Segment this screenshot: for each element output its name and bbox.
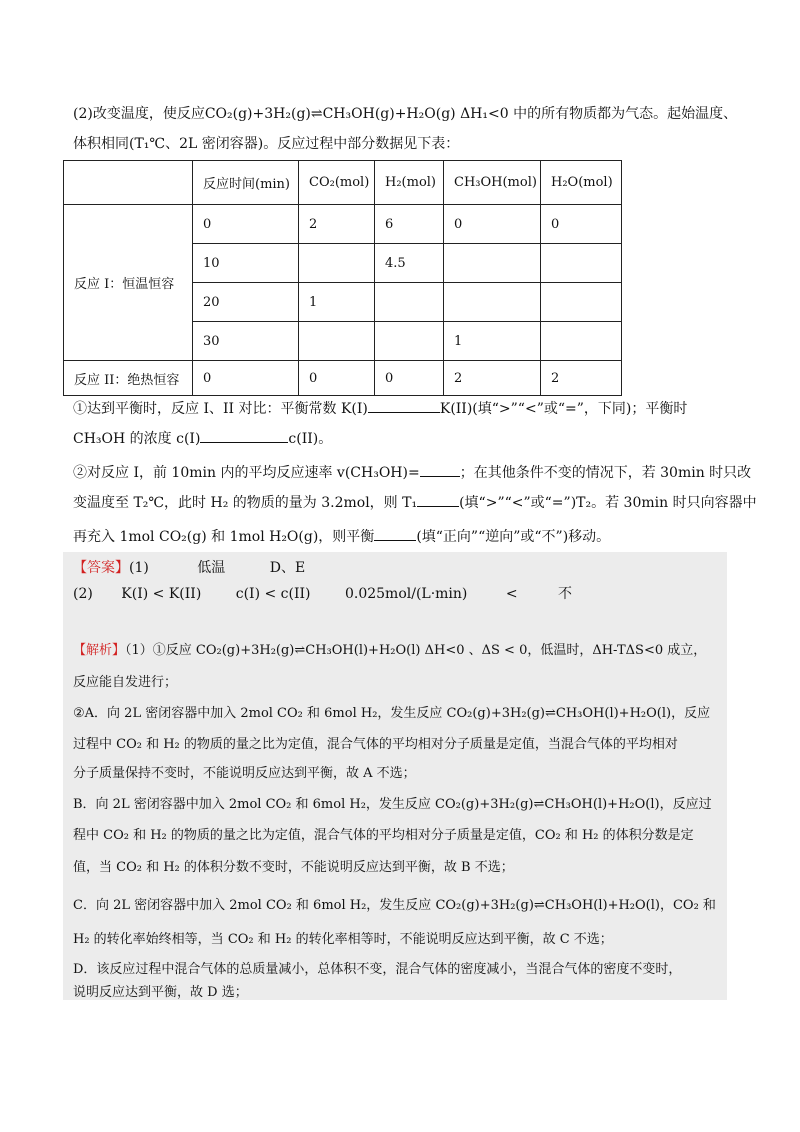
- intro-line-1: (2)改变温度，使反应CO₂(g)+3H₂(g)⇌CH₃OH(g)+H₂O(g) ΔH₁<0 中的所有物质都为气态。起始温度、: [73, 106, 738, 122]
- table-cell: [444, 283, 541, 322]
- text: K(I) < K(II): [121, 586, 202, 602]
- analysis-line-11: D．该反应过程中混合气体的总质量减小，总体积不变，混合气体的密度减小，当混合气体的密度不变时，: [73, 962, 682, 977]
- answer-blank[interactable]: [368, 398, 440, 413]
- text: c(II)。: [288, 431, 333, 447]
- table-cell: 0: [444, 205, 541, 244]
- table-header-row: [64, 161, 622, 205]
- analysis-line-6: B．向 2L 密闭容器中加入 2mol CO₂ 和 6mol H₂，发生反应 CO₂(g)+3H₂(g)⇌CH₃OH(l)+H₂O(l)，反应过: [73, 797, 712, 812]
- table-cell: 1: [444, 322, 541, 361]
- analysis-line-10: H₂ 的转化率始终相等，当 CO₂ 和 H₂ 的转化率相等时，不能说明反应达到平衡，故 C 不选；: [73, 932, 613, 947]
- group-label-reaction-2: 反应 II：绝热恒容: [64, 361, 193, 396]
- group-label-reaction-1: 反应 I：恒温恒容: [64, 205, 193, 361]
- text: (2): [73, 586, 93, 602]
- analysis-line-12: 说明反应达到平衡，故 D 选；: [73, 985, 248, 1000]
- text: 再充入 1mol CO₂(g) 和 1mol H₂O(g)，则平衡: [73, 529, 375, 545]
- text: CH₃OH 的浓度 c(I): [73, 431, 201, 447]
- analysis-line-1: [73, 641, 733, 661]
- table-cell: 2: [541, 361, 622, 396]
- header-cell: [64, 161, 193, 205]
- answer-line-2: [73, 584, 733, 604]
- table-cell: 30: [193, 322, 299, 361]
- question-1-line-1: [73, 398, 733, 419]
- intro-line-2: 体积相同(T₁℃、2L 密闭容器)。反应过程中部分数据见下表：: [73, 136, 460, 152]
- text: 0.025mol/(L·min): [344, 586, 468, 602]
- table-cell: [375, 322, 444, 361]
- analysis-line-3: ②A．向 2L 密闭容器中加入 2mol CO₂ 和 6mol H₂，发生反应 CO₂(g)+3H₂(g)⇌CH₃OH(l)+H₂O(l)，反应: [73, 706, 711, 721]
- table-cell: 0: [193, 361, 299, 396]
- text: ①达到平衡时，反应 I、II 对比：平衡常数 K(I): [73, 401, 368, 417]
- header-cell: H₂O(mol): [541, 161, 622, 205]
- analysis-line-7: 程中 CO₂ 和 H₂ 的物质的量之比为定值，混合气体的平均相对分子质量是定值，CO₂ 和 H₂ 的体积分数是定: [73, 828, 694, 843]
- analysis-line-8: 值，当 CO₂ 和 H₂ 的体积分数不变时，不能说明反应达到平衡，故 B 不选；: [73, 860, 514, 875]
- analysis-line-5: 分子质量保持不变时，不能说明反应达到平衡，故 A 不选；: [73, 766, 416, 781]
- text: 变温度至 T₂℃，此时 H₂ 的物质的量为 3.2mol，则 T₁: [73, 495, 418, 511]
- table-cell: 20: [193, 283, 299, 322]
- analysis-line-2: 反应能自发进行；: [73, 675, 178, 690]
- text: (1): [129, 560, 149, 576]
- text: 低温: [197, 560, 226, 576]
- table-cell: 0: [375, 361, 444, 396]
- table-cell: [375, 283, 444, 322]
- table-cell: [541, 244, 622, 283]
- reaction-data-table: [63, 160, 622, 396]
- header-cell: CH₃OH(mol): [444, 161, 541, 205]
- header-cell: 反应时间(min): [193, 161, 299, 205]
- table-cell: 0: [193, 205, 299, 244]
- text: ；在其他条件不变的情况下，若 30min 时只改: [459, 465, 752, 481]
- text: c(I) < c(II): [235, 586, 311, 602]
- analysis-line-4: 过程中 CO₂ 和 H₂ 的物质的量之比为定值，混合气体的平均相对分子质量是定值，当混合气体的平均相对: [73, 737, 678, 752]
- answer-blank[interactable]: [420, 462, 460, 477]
- answer-blank[interactable]: [200, 428, 288, 443]
- table-cell: [541, 283, 622, 322]
- answer-line-1: [73, 558, 733, 578]
- question-1-line-2: [73, 428, 733, 449]
- analysis-tag: 【解析】: [73, 643, 126, 658]
- header-cell: CO₂(mol): [299, 161, 375, 205]
- answer-tag: 【答案】: [73, 560, 129, 576]
- analysis-line-9: C．向 2L 密闭容器中加入 2mol CO₂ 和 6mol H₂，发生反应 CO₂(g)+3H₂(g)⇌CH₃OH(l)+H₂O(l)，CO₂ 和: [73, 898, 716, 913]
- text: K(II)(填“>”“<”或“=”，下同)；平衡时: [439, 401, 688, 417]
- table-cell: [299, 244, 375, 283]
- table-cell: 10: [193, 244, 299, 283]
- text: 不: [558, 586, 573, 602]
- answer-blank[interactable]: [374, 526, 416, 541]
- text: <: [505, 586, 518, 602]
- table-cell: [299, 322, 375, 361]
- table-cell: 1: [299, 283, 375, 322]
- question-2-line-3: [73, 526, 733, 547]
- table-cell: 6: [375, 205, 444, 244]
- table-cell: 4.5: [375, 244, 444, 283]
- text: (填“>”“<”或“=”)T₂。若 30min 时只向容器中: [459, 495, 757, 511]
- table-row: [64, 361, 622, 396]
- table-row: [64, 205, 622, 244]
- table-cell: 0: [299, 361, 375, 396]
- text: D、E: [269, 560, 306, 576]
- question-2-line-2: [73, 492, 757, 513]
- question-2-line-1: [73, 462, 752, 483]
- table-cell: [541, 322, 622, 361]
- text: ②对反应 I，前 10min 内的平均反应速率 v(CH₃OH)=: [73, 465, 420, 481]
- table-cell: 2: [299, 205, 375, 244]
- answer-blank[interactable]: [417, 492, 459, 507]
- table-cell: 2: [444, 361, 541, 396]
- text: （1）①反应 CO₂(g)+3H₂(g)⇌CH₃OH(l)+H₂O(l) ΔH<0 、ΔS < 0，低温时，ΔH-TΔS<0 成立，: [125, 643, 707, 658]
- table-cell: [444, 244, 541, 283]
- header-cell: H₂(mol): [375, 161, 444, 205]
- table-cell: 0: [541, 205, 622, 244]
- text: (填“正向”“逆向”或“不”)移动。: [416, 529, 611, 545]
